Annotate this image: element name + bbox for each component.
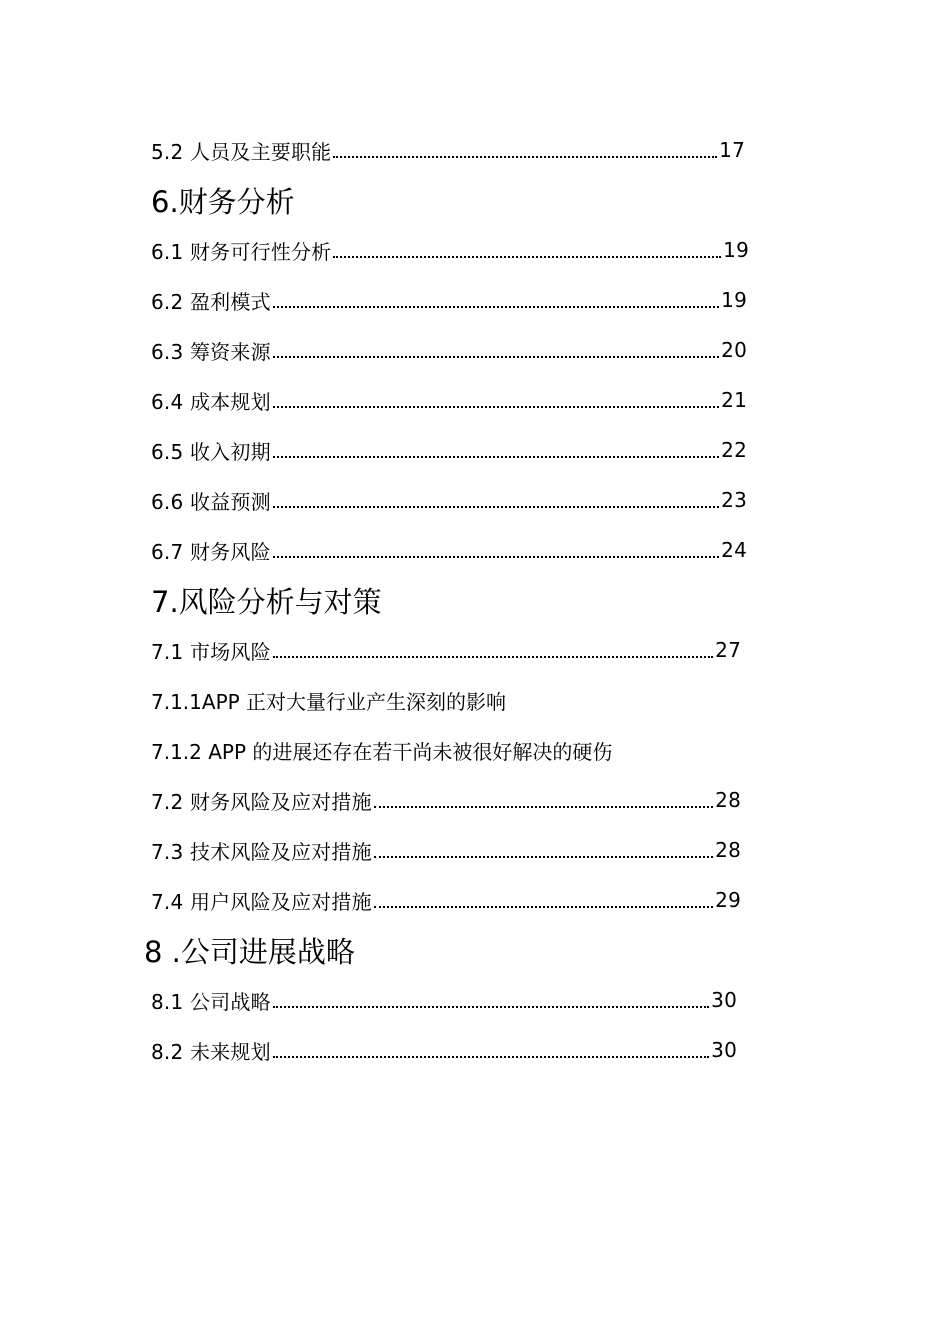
toc-page-number: 29	[715, 888, 741, 912]
dot-leader	[273, 506, 719, 508]
toc-entry-7-2[interactable]	[151, 775, 741, 825]
toc-entry-label: 8.1 公司战略	[151, 989, 271, 1014]
table-of-contents	[144, 125, 751, 1075]
toc-entry-7-1-1[interactable]: 7.1.1APP 正对大量行业产生深刻的影响	[151, 689, 507, 714]
toc-entry-6-7[interactable]	[151, 525, 747, 575]
toc-entry-label: 6.5 收入初期	[151, 439, 271, 464]
dot-leader	[374, 806, 713, 808]
toc-page-number: 30	[711, 988, 737, 1012]
toc-page-number: 30	[711, 1038, 737, 1062]
dot-leader	[273, 656, 713, 658]
toc-entry-7-4[interactable]	[151, 875, 741, 925]
dot-leader	[273, 1006, 709, 1008]
toc-chapter-8[interactable]: 8 .公司进展战略	[144, 934, 355, 969]
toc-entry-label: 6.7 财务风险	[151, 539, 271, 564]
dot-leader	[273, 306, 719, 308]
toc-entry-label: 6.6 收益预测	[151, 489, 271, 514]
dot-leader	[333, 156, 717, 158]
toc-entry-8-2[interactable]	[151, 1025, 737, 1075]
toc-page-number: 24	[721, 538, 747, 562]
toc-page-number: 20	[721, 338, 747, 362]
toc-entry-label: 6.1 财务可行性分析	[151, 239, 332, 264]
toc-entry-label: 8.2 未来规划	[151, 1039, 271, 1064]
toc-entry-5-2[interactable]	[151, 125, 745, 175]
toc-page-number: 21	[721, 388, 747, 412]
toc-entry-6-5[interactable]	[151, 425, 747, 475]
dot-leader	[273, 456, 719, 458]
toc-entry-6-3[interactable]	[151, 325, 747, 375]
toc-page-number: 17	[719, 138, 745, 162]
toc-entry-label: 5.2 人员及主要职能	[151, 139, 332, 164]
dot-leader	[374, 906, 713, 908]
toc-entry-6-4[interactable]	[151, 375, 747, 425]
toc-page-number: 22	[721, 438, 747, 462]
toc-entry-label: 7.2 财务风险及应对措施	[151, 789, 372, 814]
dot-leader	[273, 1056, 709, 1058]
toc-entry-label: 6.3 筹资来源	[151, 339, 271, 364]
toc-entry-label: 7.3 技术风险及应对措施	[151, 839, 372, 864]
toc-entry-label: 6.4 成本规划	[151, 389, 271, 414]
toc-page-number: 27	[715, 638, 741, 662]
toc-page-number: 23	[721, 488, 747, 512]
toc-entry-8-1[interactable]	[151, 975, 737, 1025]
toc-entry-6-6[interactable]	[151, 475, 747, 525]
dot-leader	[273, 556, 719, 558]
toc-entry-6-1[interactable]	[151, 225, 749, 275]
toc-entry-7-1[interactable]	[151, 625, 741, 675]
toc-entry-label: 6.2 盈利模式	[151, 289, 271, 314]
toc-page-number: 19	[721, 288, 747, 312]
dot-leader	[333, 256, 721, 258]
dot-leader	[273, 406, 719, 408]
toc-page-number: 28	[715, 788, 741, 812]
dot-leader	[273, 356, 719, 358]
toc-entry-label: 7.1 市场风险	[151, 639, 271, 664]
toc-page-number: 28	[715, 838, 741, 862]
toc-chapter-7[interactable]: 7.风险分析与对策	[151, 584, 382, 619]
toc-entry-7-1-2[interactable]: 7.1.2 APP 的进展还存在若干尚未被很好解决的硬伤	[151, 739, 613, 764]
toc-entry-7-3[interactable]	[151, 825, 741, 875]
toc-chapter-6[interactable]: 6.财务分析	[151, 184, 295, 219]
toc-page-number: 19	[723, 238, 749, 262]
toc-entry-6-2[interactable]	[151, 275, 747, 325]
toc-entry-label: 7.4 用户风险及应对措施	[151, 889, 372, 914]
dot-leader	[374, 856, 713, 858]
